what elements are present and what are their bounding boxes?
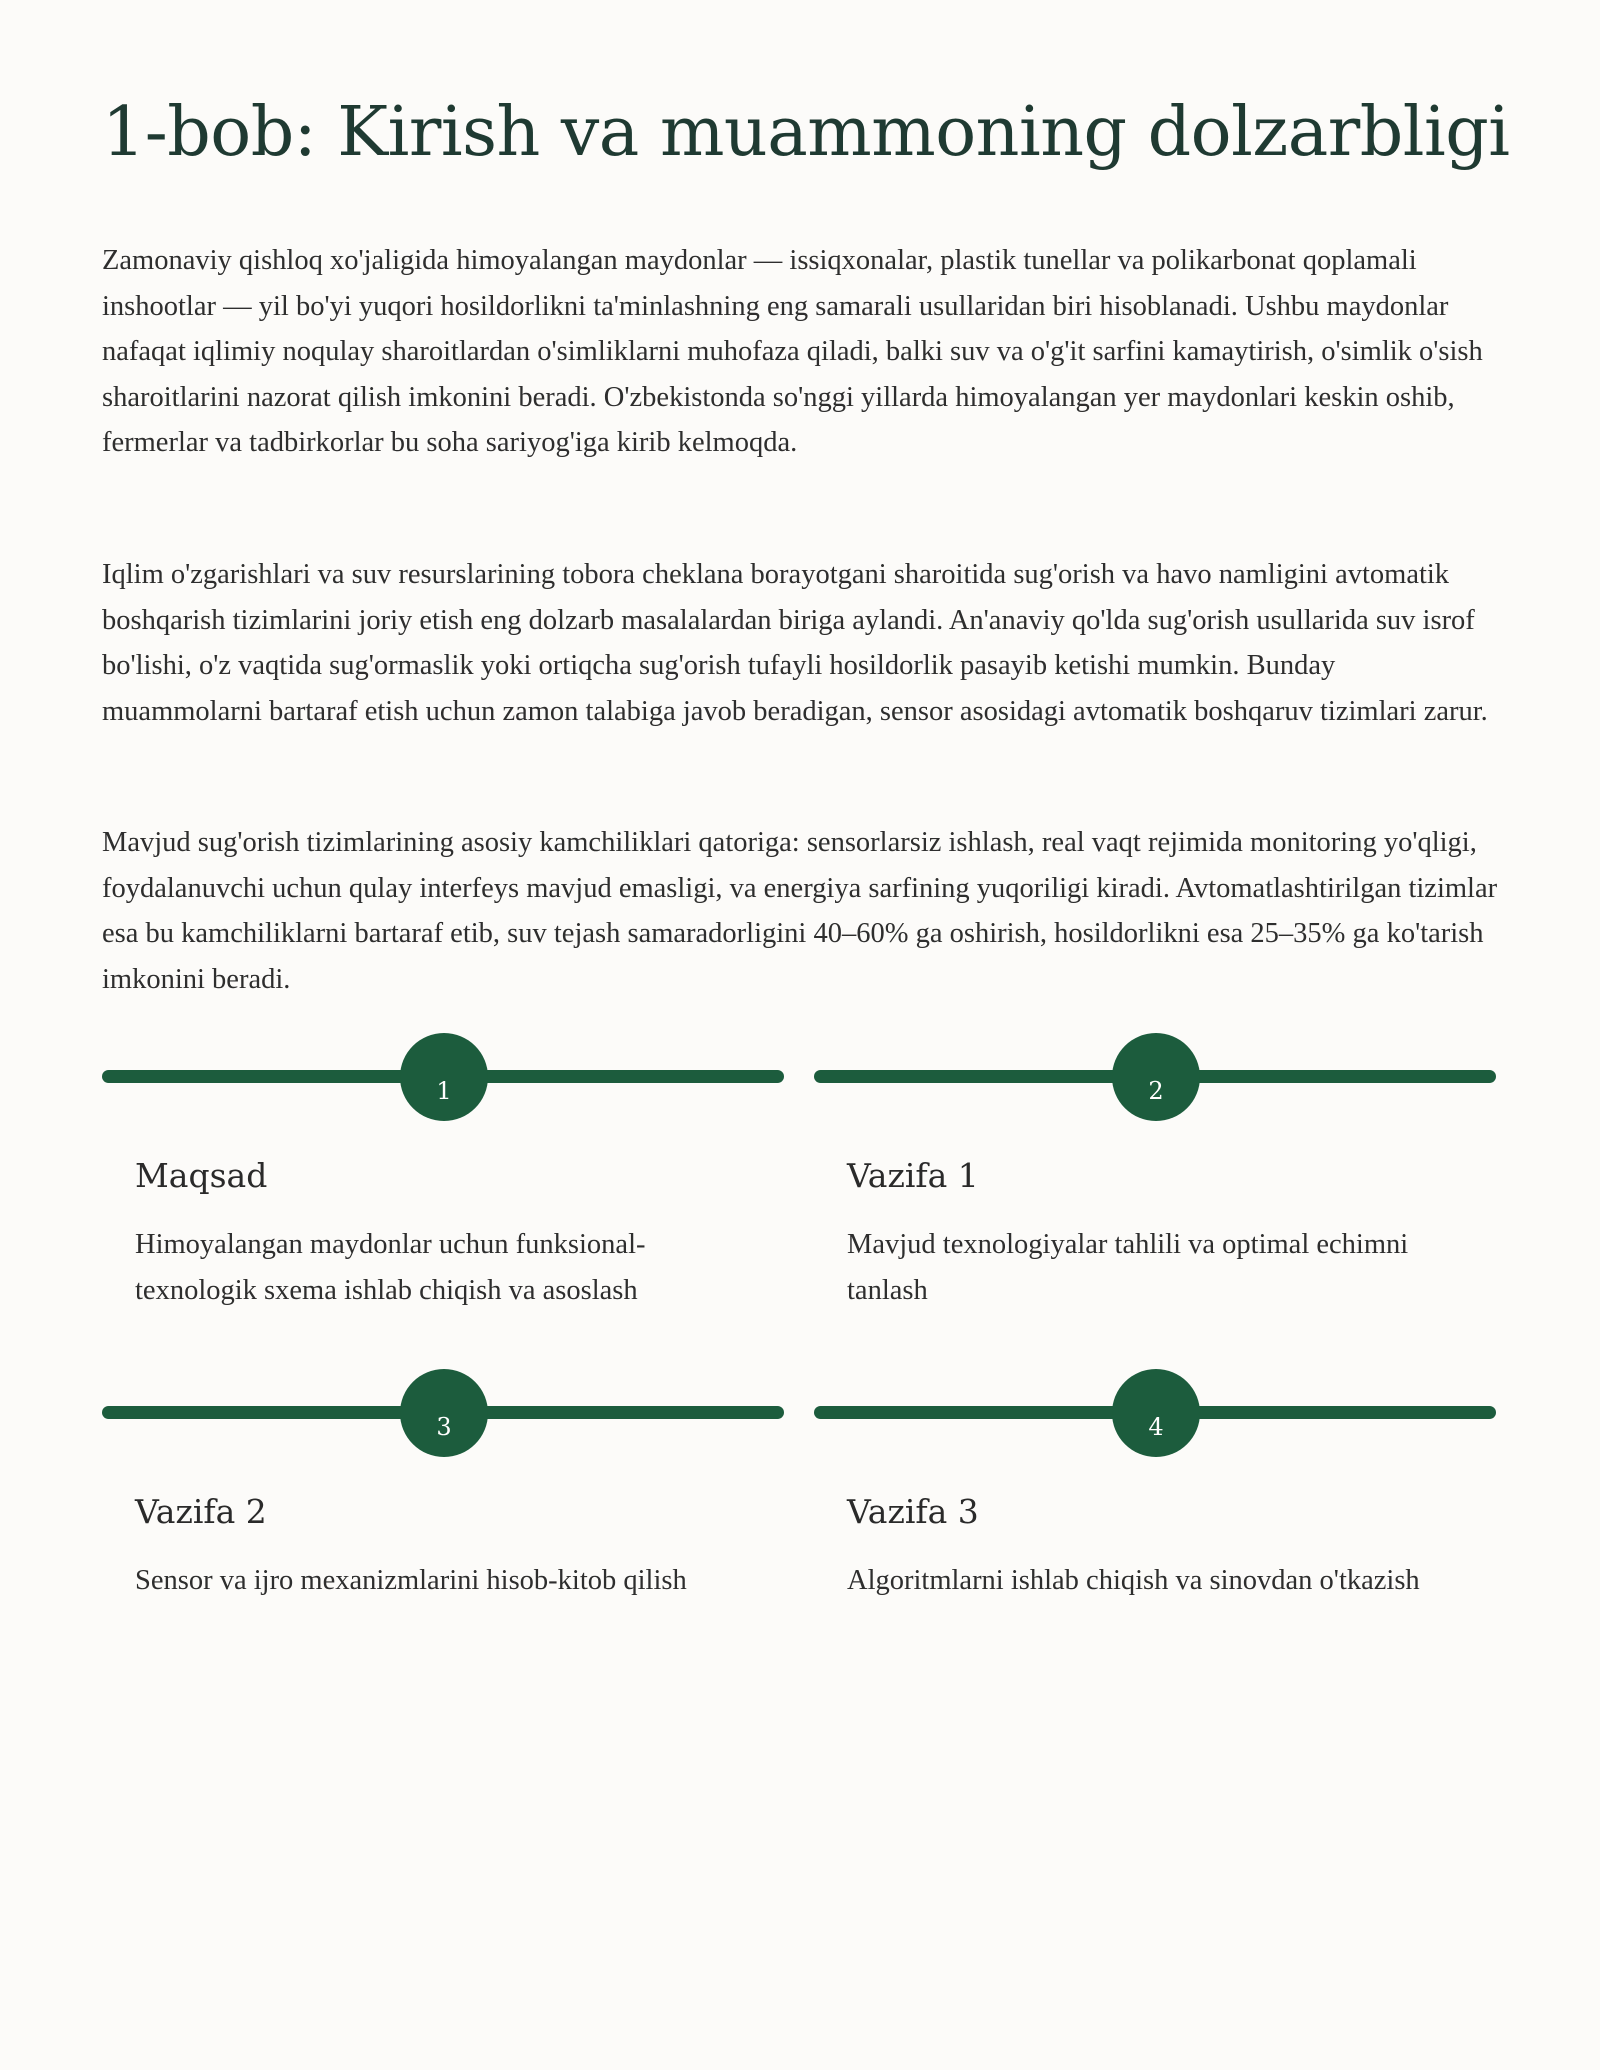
step-number-badge: 4 bbox=[1112, 1369, 1200, 1457]
step-goal bbox=[102, 1036, 784, 1336]
step-title: Vazifa 2 bbox=[135, 1492, 267, 1531]
intro-paragraph-1: Zamonaviy qishloq xo'jaligida himoyalangan maydonlar — issiqxonalar, plastik tunellar va polikarbonat qoplamali inshootlar — yil bo'yi yuqori hosildorlikni ta'minlashning eng samarali usullaridan biri hisoblanadi. Ushbu maydonlar nafaqat iqlimiy noqulay sharoitlardan o'simliklarni muhofaza qiladi, balki suv va o'g'it sarfini kamaytirish, o'simlik o'sish sharoitlarini nazorat qilish imkonini beradi. O'zbekistonda so'nggi yillarda himoyalangan yer maydonlari keskin oshib, fermerlar va tadbirkorlar bu soha sariyog'iga kirib kelmoqda. bbox=[102, 245, 1483, 458]
page-title: 1-bob: Kirish va muammoning dolzarbligi bbox=[102, 93, 1510, 172]
step-task-2 bbox=[102, 1372, 784, 1672]
step-task-3 bbox=[814, 1372, 1496, 1672]
intro-paragraph-3: Mavjud sug'orish tizimlarining asosiy kamchiliklari qatoriga: sensorlarsiz ishlash, real vaqt rejimida monitoring yo'qligi, foydalanuvchi uchun qulay interfeys mavjud emasligi, va energiya sarfining yuqoriligi kiradi. Avtomatlashtirilgan tizimlar esa bu kamchiliklarni bartaraf etib, suv tejash samaradorligini 40–60% ga oshirish, hosildorlikni esa 25–35% ga ko'tarish imkonini beradi. bbox=[102, 827, 1498, 995]
step-number-badge: 1 bbox=[400, 1033, 488, 1121]
step-description: Sensor va ijro mexanizmlarini hisob-kitob qilish bbox=[135, 1565, 687, 1596]
step-title: Vazifa 3 bbox=[847, 1492, 979, 1531]
step-description: Mavjud texnologiyalar tahlili va optimal echimni tanlash bbox=[847, 1229, 1409, 1306]
step-number-badge: 3 bbox=[400, 1369, 488, 1457]
step-description: Algoritmlarni ishlab chiqish va sinovdan o'tkazish bbox=[847, 1565, 1420, 1596]
step-task-1 bbox=[814, 1036, 1496, 1336]
step-number-badge: 2 bbox=[1112, 1033, 1200, 1121]
step-description: Himoyalangan maydonlar uchun funksional-texnologik sxema ishlab chiqish va asoslash bbox=[135, 1229, 646, 1306]
step-title: Vazifa 1 bbox=[847, 1156, 979, 1195]
step-title: Maqsad bbox=[135, 1156, 268, 1195]
intro-paragraph-2: Iqlim o'zgarishlari va suv resurslarining tobora cheklana borayotgani sharoitida sug'orish va havo namligini avtomatik boshqarish tizimlarini joriy etish eng dolzarb masalalardan biriga aylandi. An'anaviy qo'lda sug'orish usullarida suv isrof bo'lishi, o'z vaqtida sug'ormaslik yoki ortiqcha sug'orish tufayli hosildorlik pasayib ketishi mumkin. Bunday muammolarni bartaraf etish uchun zamon talabiga javob beradigan, sensor asosidagi avtomatik boshqaruv tizimlari zarur. bbox=[102, 559, 1488, 727]
